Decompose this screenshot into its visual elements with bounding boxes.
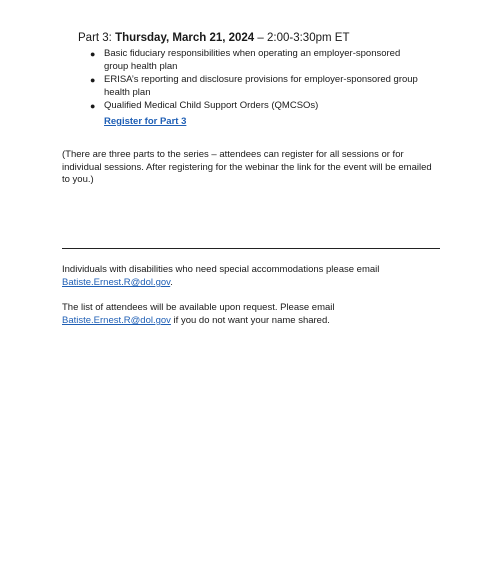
- accommodations-text: Individuals with disabilities who need special accommodations please email: [62, 264, 380, 275]
- part-time: – 2:00-3:30pm ET: [254, 32, 350, 44]
- bullet-icon: ●: [90, 49, 96, 59]
- list-item: [90, 48, 420, 73]
- list-item: [90, 100, 420, 113]
- section-divider: [62, 248, 440, 249]
- register-part-3-link[interactable]: Register for Part 3: [104, 116, 187, 127]
- bullet-icon: ●: [90, 101, 96, 111]
- attendees-suffix: if you do not want your name shared.: [170, 315, 330, 326]
- list-item-text: Qualified Medical Child Support Orders (QMCSOs): [104, 100, 319, 111]
- attendees-paragraph: [62, 301, 440, 327]
- accommodations-suffix: .: [170, 277, 173, 288]
- series-note: (There are three parts to the series – attendees can register for all sessions or for individual sessions. After registering for the webinar the link for the event will be emailed to you.): [62, 149, 432, 185]
- attendees-text: The list of attendees will be available upon request. Please email: [62, 302, 335, 313]
- part-date: Thursday, March 21, 2024: [115, 32, 255, 44]
- list-item-text: Basic fiduciary responsibilities when operating an employer-sponsored group health plan: [104, 48, 401, 72]
- accommodations-email-link[interactable]: Batiste.Ernest.R@dol.gov: [62, 277, 171, 288]
- list-item: [90, 74, 420, 99]
- attendees-email-link[interactable]: Batiste.Ernest.R@dol.gov: [62, 315, 171, 326]
- bullet-icon: ●: [90, 75, 96, 85]
- topic-list: [90, 48, 420, 114]
- accommodations-paragraph: [62, 263, 440, 289]
- part-label: Part 3:: [78, 32, 116, 44]
- part-3-heading: [78, 31, 349, 45]
- list-item-text: ERISA’s reporting and disclosure provisions for employer-sponsored group health plan: [104, 74, 418, 98]
